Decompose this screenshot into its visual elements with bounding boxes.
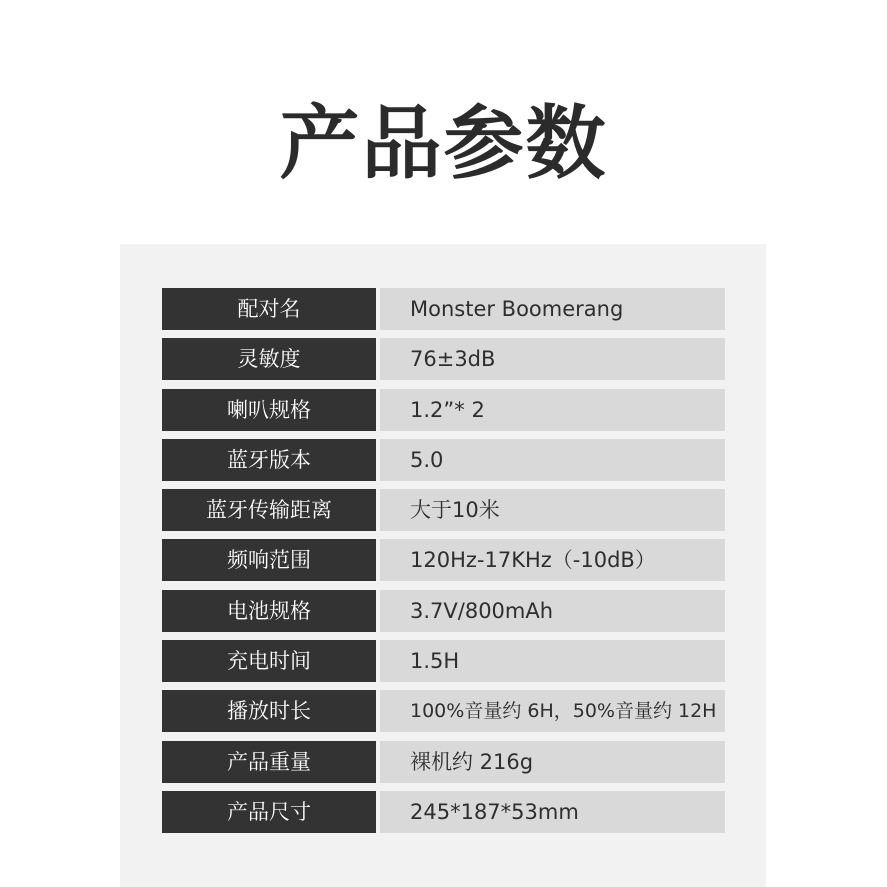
spec-row-pairing-name <box>162 288 725 330</box>
page-title: 产品参数 <box>279 97 608 190</box>
spec-label: 频响范围 <box>162 539 376 581</box>
spec-panel <box>120 244 766 887</box>
spec-row-product-weight <box>162 741 725 783</box>
spec-value: 裸机约 216g <box>380 741 725 783</box>
spec-label: 产品重量 <box>162 741 376 783</box>
spec-label: 配对名 <box>162 288 376 330</box>
spec-row-frequency-response <box>162 539 725 581</box>
spec-row-charging-time <box>162 640 725 682</box>
spec-value: 1.5H <box>380 640 725 682</box>
spec-label: 灵敏度 <box>162 338 376 380</box>
spec-value: 大于10米 <box>380 489 725 531</box>
spec-label: 电池规格 <box>162 590 376 632</box>
spec-value: 76±3dB <box>380 338 725 380</box>
spec-table <box>162 288 725 841</box>
spec-row-battery-spec <box>162 590 725 632</box>
spec-value: 5.0 <box>380 439 725 481</box>
spec-value: 3.7V/800mAh <box>380 590 725 632</box>
spec-row-sensitivity <box>162 338 725 380</box>
spec-label: 喇叭规格 <box>162 389 376 431</box>
spec-label: 蓝牙传输距离 <box>162 489 376 531</box>
spec-value: 245*187*53mm <box>380 791 725 833</box>
spec-row-speaker-spec <box>162 389 725 431</box>
spec-label: 蓝牙版本 <box>162 439 376 481</box>
spec-row-product-dimensions <box>162 791 725 833</box>
spec-value: Monster Boomerang <box>380 288 725 330</box>
spec-row-playback-time <box>162 690 725 732</box>
spec-label: 播放时长 <box>162 690 376 732</box>
spec-value: 120Hz-17KHz（-10dB） <box>380 539 725 581</box>
spec-value: 100%音量约 6H，50%音量约 12H <box>380 690 725 732</box>
spec-row-bluetooth-range <box>162 489 725 531</box>
spec-label: 产品尺寸 <box>162 791 376 833</box>
spec-label: 充电时间 <box>162 640 376 682</box>
spec-row-bluetooth-version <box>162 439 725 481</box>
spec-value: 1.2”* 2 <box>380 389 725 431</box>
